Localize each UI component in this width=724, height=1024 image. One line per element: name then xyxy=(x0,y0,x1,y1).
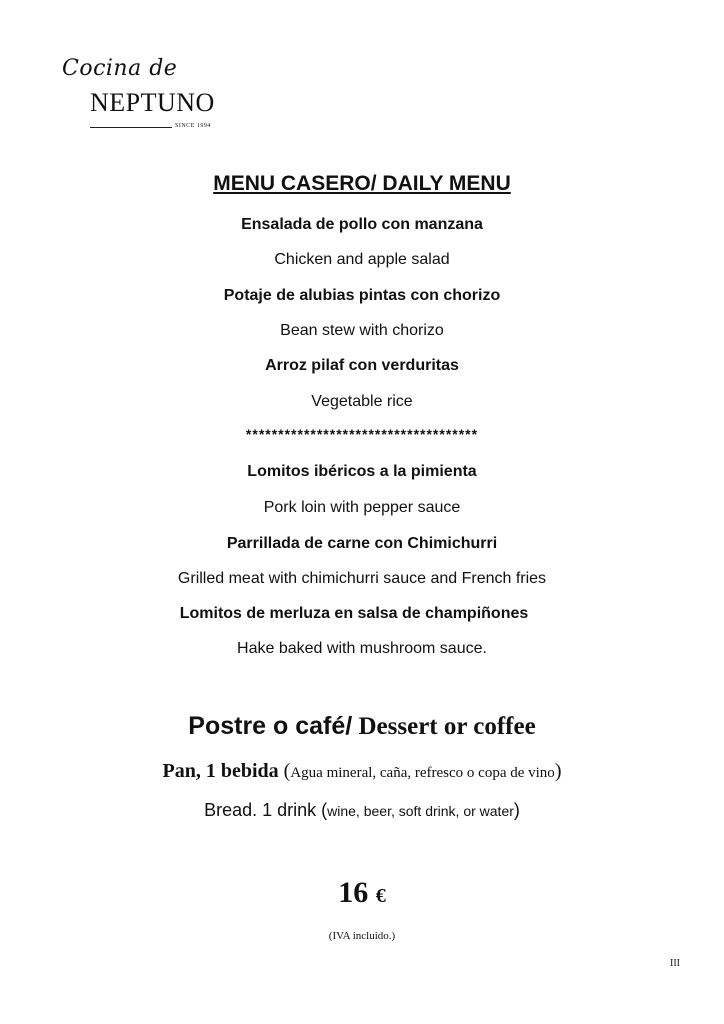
page-number: III xyxy=(670,958,680,969)
dessert-english: Dessert or coffee xyxy=(352,713,536,740)
price-currency: € xyxy=(375,885,386,907)
starter-3-es: Arroz pilaf con verduritas xyxy=(265,357,459,374)
includes-en-paren-close: ) xyxy=(513,800,520,820)
starter-1-es: Ensalada de pollo con manzana xyxy=(241,216,483,233)
tax-note: (IVA incluido.) xyxy=(328,930,396,942)
includes-es-paren-close: ) xyxy=(554,760,562,782)
includes-es-main: Pan, 1 bebida xyxy=(162,760,284,782)
includes-en-detail: wine, beer, soft drink, or water xyxy=(327,803,514,819)
starter-2-en: Bean stew with chorizo xyxy=(280,322,444,339)
includes-en-paren-open: ( xyxy=(321,800,328,820)
includes-spanish xyxy=(0,760,724,783)
menu-title: MENU CASERO/ DAILY MENU xyxy=(213,172,511,195)
includes-en-main: Bread. 1 drink xyxy=(204,800,322,820)
price-amount: 16 xyxy=(338,876,369,909)
dessert-line xyxy=(0,712,724,741)
price xyxy=(0,876,724,910)
main-2-es: Parrillada de carne con Chimichurri xyxy=(226,535,498,552)
main-2-en: Grilled meat with chimichurri sauce and French fries xyxy=(177,570,547,587)
main-3-es: Lomitos de merluza en salsa de champiñones xyxy=(179,605,529,622)
logo-since-text: SINCE 1994 xyxy=(175,123,211,129)
course-separator: ************************************ xyxy=(245,426,479,442)
starter-3-en: Vegetable rice xyxy=(311,393,413,410)
starter-1-en: Chicken and apple salad xyxy=(274,251,450,268)
includes-es-paren-open: ( xyxy=(283,760,291,782)
includes-es-detail: Agua mineral, caña, refresco o copa de vino xyxy=(290,765,555,781)
logo-main-text: NEPTUNO xyxy=(90,88,215,117)
main-1-en: Pork loin with pepper sauce xyxy=(263,499,461,516)
includes-english xyxy=(0,800,724,821)
logo-divider xyxy=(90,127,172,128)
logo-script-text: Cocina de xyxy=(62,56,178,81)
main-1-es: Lomitos ibéricos a la pimienta xyxy=(247,463,477,480)
main-3-en: Hake baked with mushroom sauce. xyxy=(237,640,487,657)
dessert-spanish: Postre o café/ xyxy=(188,712,353,740)
starter-2-es: Potaje de alubias pintas con chorizo xyxy=(223,287,501,304)
